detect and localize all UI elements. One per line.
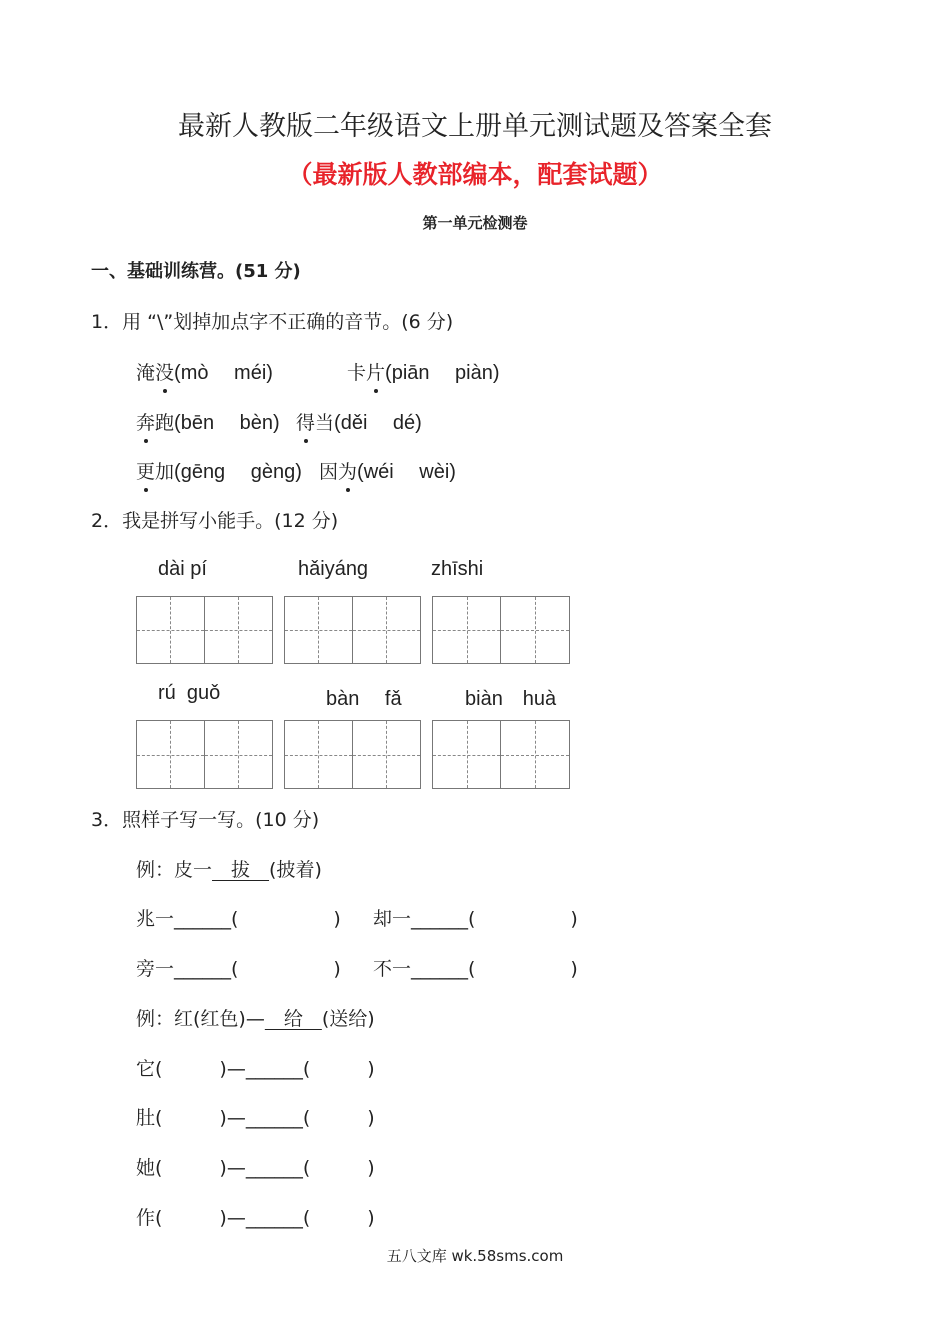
pinyin-label: hǎiyáng [298, 558, 369, 580]
q1-item-1: 淹没(mò méi) [136, 356, 273, 385]
writing-grid[interactable] [432, 596, 570, 664]
example-answer: 给 [264, 1008, 322, 1030]
dotted-char: 没 [155, 358, 174, 385]
q1-item-6: 因为(wéi wèi) [319, 455, 456, 484]
pinyin-label: zhīshi [431, 558, 484, 580]
fill-row[interactable]: 旁一______( ) [136, 958, 341, 980]
writing-grid[interactable] [432, 720, 570, 789]
question-1-prompt: 1．用 “\”划掉加点字不正确的音节。(6 分) [91, 311, 454, 333]
dotted-char: 片 [366, 358, 385, 385]
dotted-char: 为 [338, 457, 357, 484]
dotted-char: 得 [296, 408, 315, 435]
pinyin-label: dài pí [158, 558, 207, 580]
fill-row[interactable]: 肚( )—______( ) [136, 1107, 375, 1129]
q1-item-3: 奔跑(bēn bèn) [136, 406, 280, 435]
q1-item-2: 卡片(piān piàn) [347, 356, 500, 385]
section-heading: 一、基础训练营。(51 分) [91, 261, 301, 282]
fill-row[interactable]: 兆一______( ) [136, 908, 341, 930]
fill-row[interactable]: 它( )—______( ) [136, 1058, 375, 1080]
writing-grid[interactable] [136, 596, 273, 664]
writing-grid[interactable] [284, 720, 421, 789]
example-2: 例：红(红色)— 给 (送给) [136, 1008, 375, 1030]
question-2-prompt: 2．我是拼写小能手。(12 分) [91, 510, 339, 532]
fill-row[interactable]: 她( )—______( ) [136, 1157, 375, 1179]
unit-title: 第一单元检测卷 [422, 214, 528, 232]
example-answer: 拔 [212, 859, 270, 881]
fill-row[interactable]: 不一______( ) [373, 958, 578, 980]
dotted-char: 更 [136, 457, 155, 484]
pinyin-label: rú guǒ [158, 682, 221, 704]
document-subtitle: （最新版人教部编本，配套试题） [287, 160, 663, 189]
writing-grid[interactable] [136, 720, 273, 789]
writing-grid[interactable] [284, 596, 421, 664]
pinyin-label: bàn fǎ [326, 688, 402, 710]
example-1: 例：皮一 拔 (披着) [136, 859, 322, 881]
pinyin-label: biàn huà [465, 688, 557, 710]
dotted-char: 奔 [136, 408, 155, 435]
q1-item-4: 得当(děi dé) [296, 406, 422, 435]
document-title: 最新人教版二年级语文上册单元测试题及答案全套 [178, 111, 772, 142]
fill-row[interactable]: 却一______( ) [373, 908, 578, 930]
fill-row[interactable]: 作( )—______( ) [136, 1207, 375, 1229]
q1-item-5: 更加(gēng gèng) [136, 455, 302, 484]
footer-watermark: 五八文库 wk.58sms.com [386, 1247, 564, 1265]
question-3-prompt: 3．照样子写一写。(10 分) [91, 809, 320, 831]
